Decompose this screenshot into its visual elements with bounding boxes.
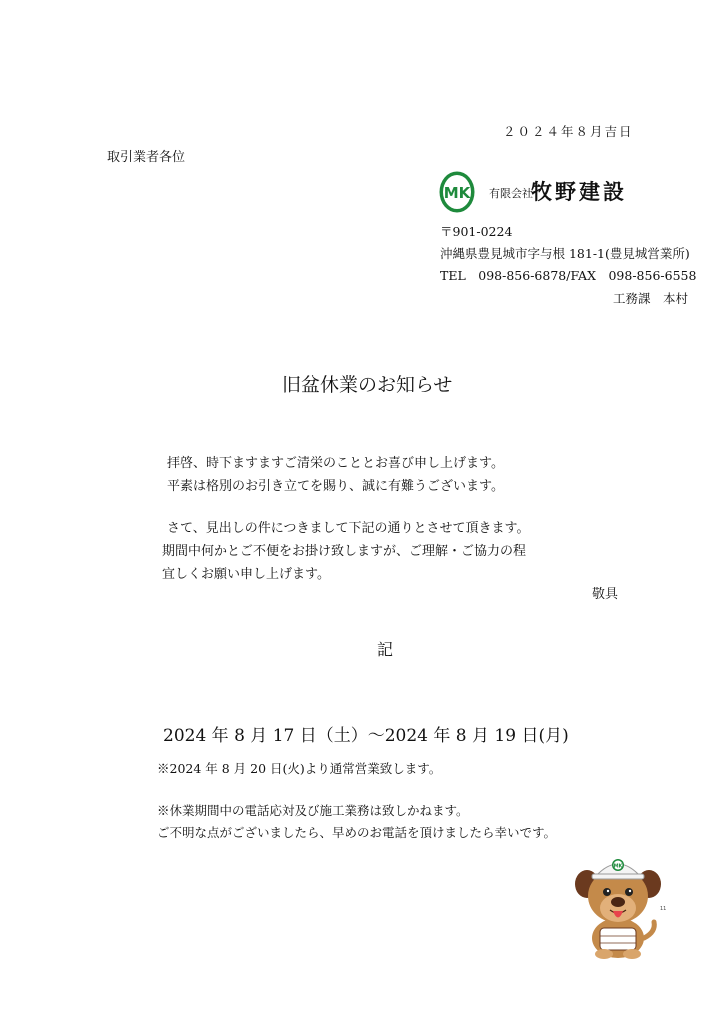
contact-note: ご不明な点がございましたら、早めのお電話を頂けましたら幸いです。 (157, 825, 557, 840)
notice-title: 旧盆休業のお知らせ (282, 374, 453, 396)
holiday-period: 2024 年 8 月 17 日（土）～2024 年 8 月 19 日(月) (163, 726, 569, 746)
logo-letters: MK (443, 184, 471, 202)
dog-mascot-icon (570, 850, 670, 960)
postal-code: 〒901-0224 (440, 224, 513, 239)
body-line-3: さて、見出しの件につきまして下記の通りとさせて頂きます。 (167, 521, 530, 536)
closing-word: 敬具 (592, 587, 619, 602)
recipient-line: 取引業者各位 (107, 150, 186, 165)
company-tel-fax: TEL 098-856-6878/FAX 098-856-6558 (440, 268, 697, 283)
company-logo-block (438, 170, 678, 216)
service-note: ※休業期間中の電話応対及び施工業務は致しかねます。 (157, 803, 469, 818)
reopen-note: ※2024 年 8 月 20 日(火)より通常営業致します。 (157, 761, 442, 776)
side-mark: 11 (660, 906, 667, 912)
document-date: ２０２４年８月吉日 (503, 124, 634, 139)
company-address: 沖縄県豊見城市字与根 181-1(豊見城営業所) (440, 246, 690, 261)
ki-heading: 記 (377, 640, 394, 659)
body-line-4: 期間中何かとご不便をお掛け致しますが、ご理解・ご協力の程 (162, 544, 527, 559)
greeting-line-1: 拝啓、時下ますますご清栄のこととお喜び申し上げます。 (167, 456, 504, 471)
body-line-5: 宜しくお願い申し上げます。 (162, 567, 330, 582)
greeting-line-2: 平素は格別のお引き立てを賜り、誠に有難うございます。 (167, 479, 504, 494)
helmet-logo-text: MK (613, 863, 623, 870)
company-logo-icon (438, 170, 476, 214)
company-department: 工務課 本村 (613, 291, 689, 306)
company-prefix: 有限会社 (489, 187, 533, 200)
company-name: 牧野建設 (531, 180, 627, 204)
